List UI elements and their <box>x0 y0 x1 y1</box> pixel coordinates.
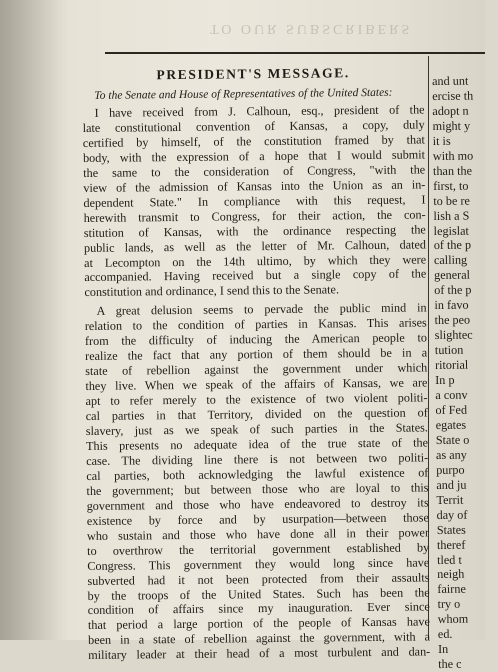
adjacent-column-line: ercise th <box>432 88 474 103</box>
adjacent-column-line: tution <box>434 342 464 358</box>
adjacent-column-line: the c <box>438 656 462 672</box>
adjacent-column-line: of the p <box>433 238 472 253</box>
adjacent-column-line: In p <box>435 372 455 388</box>
column-rule <box>105 52 485 54</box>
article-body <box>82 102 430 663</box>
adjacent-column-line: as any <box>435 447 467 462</box>
adjacent-column-line: of Fed <box>435 402 468 417</box>
article-line: relation to the condition of parties in Kansas. This arises <box>84 315 427 334</box>
article-line: condition of affairs since my inauguration. Ever since <box>87 599 430 618</box>
article-line: apt to refer merely to the existence of two violent politi- <box>85 390 428 409</box>
adjacent-column-line: fairne <box>437 582 466 597</box>
adjacent-column-line: to be re <box>433 193 470 208</box>
article-line: view of the admission of Kansas into the Union as an in- <box>83 177 426 195</box>
article-line: late constitutional convention of Kansas, a copy, duly <box>82 117 425 135</box>
adjacent-column-line: Territ <box>436 492 464 507</box>
adjacent-column-line: day of <box>436 507 468 522</box>
adjacent-column-line: calling <box>433 253 468 268</box>
adjacent-column-line: ritorial <box>434 357 469 373</box>
adjacent-column-line: than the <box>432 163 473 178</box>
bleed-through-text: TO OUR SUBSCRIBERS <box>210 21 413 36</box>
adjacent-column-line: it is <box>432 133 451 148</box>
article-line: subverted had it not been protected from their assaults <box>87 569 430 588</box>
article-line: by the troops of the United States. Such has been the <box>87 584 430 603</box>
adjacent-column-line: lish a S <box>433 208 470 223</box>
adjacent-column-line: try o <box>437 597 461 612</box>
article-line: This presents no adequate idea of the true state of the <box>85 435 429 453</box>
adjacent-column-line: the peo <box>434 312 471 328</box>
article-line: herewith transmit to Congress, for their action, the con- <box>83 207 426 225</box>
article-line: case. The dividing line there is not between two politi- <box>86 450 429 468</box>
adjacent-column-line: adopt n <box>432 103 469 118</box>
article-paragraph <box>82 102 426 300</box>
adjacent-column-line: neigh <box>437 567 465 582</box>
article-line: public lands, as well as the letter of Mr. Calhoun, dated <box>83 236 427 255</box>
adjacent-column-line: theref <box>436 537 466 552</box>
article-line: Congress. This government they would long since have <box>87 554 430 573</box>
adjacent-column-line: In <box>437 642 449 657</box>
adjacent-column-line: a conv <box>435 387 468 402</box>
adjacent-column-line: first, to <box>433 178 469 193</box>
masthead-strip <box>0 0 485 50</box>
article-line: stitution of Kansas, with the ordinance respecting the <box>83 222 426 240</box>
article-line: who sustain and those who have done all in their power <box>86 525 430 543</box>
article-line: state of rebellion against the government under which <box>85 360 428 379</box>
article-line: to overthrow the territorial government established by <box>87 540 430 558</box>
adjacent-column-line: ed. <box>437 627 453 642</box>
article-line: I have received from J. Calhoun, esq., president of the <box>94 102 425 120</box>
article-line: they live. When we speak of the affairs of Kansas, we are <box>85 375 428 394</box>
article-line: existence by force and by usurpation—between those <box>86 510 429 528</box>
article-line: military leader at their head of a most turbulent and dan- <box>88 644 431 663</box>
adjacent-column-line: and ju <box>436 477 467 492</box>
adjacent-column-line: whom <box>437 611 469 627</box>
article-line: dependent State." In compliance with this request, I <box>83 192 426 210</box>
adjacent-column-line: purpo <box>436 462 465 477</box>
adjacent-column-line: slightec <box>434 327 473 343</box>
article-line: cal parties, both acknowledging the lawful existence of <box>86 465 429 483</box>
adjacent-column-line: with mo <box>432 148 474 163</box>
article-line: been in a state of rebellion against the government, with a <box>88 629 431 648</box>
article-line: from the difficulty of inducing the American people to <box>84 330 428 349</box>
adjacent-column-line: legislat <box>433 223 469 238</box>
article-title: PRESIDENT'S MESSAGE. <box>156 65 350 83</box>
article-line: cal parties in that Territory, divided on the question of <box>85 405 428 424</box>
article-line: that period a large portion of the people of Kansas have <box>87 614 430 633</box>
article-line: at Lecompton on the 14th ultimo, by which they were <box>84 251 427 270</box>
adjacent-column-line: might y <box>432 118 471 133</box>
article-salutation: To the Senate and House of Representatives of the United States: <box>94 86 393 102</box>
adjacent-column-line: general <box>434 268 471 283</box>
adjacent-column-line: States <box>436 522 466 537</box>
article-line: accompanied. Having received but a single copy of the <box>84 266 427 285</box>
article-line: certified by himself, of the constitution framed by that <box>82 132 425 150</box>
article-line: slavery, just as we speak of such parties in the States. <box>85 420 428 438</box>
article-line: A great delusion seems to pervade the public mind in <box>96 300 427 319</box>
adjacent-column-line: in favo <box>434 297 469 313</box>
adjacent-column <box>432 73 498 672</box>
article-line: the same to the consideration of Congress, "with the <box>83 162 426 180</box>
adjacent-column-line: State o <box>435 432 470 447</box>
article-line: government and those who have endeavored to destroy its <box>86 495 429 513</box>
article-line: realize the fact that any portion of them should be in a <box>85 345 428 364</box>
adjacent-column-line: egates <box>435 417 467 432</box>
adjacent-column-line: tled t <box>437 552 462 567</box>
page-shadow <box>0 0 70 640</box>
article-line: body, with the expression of a hope that I would submit <box>82 147 426 165</box>
adjacent-column-line: of the p <box>434 282 472 298</box>
article-line: constitution and ordinance, I send this to the Senate. <box>84 282 340 300</box>
adjacent-column-line: and unt <box>432 73 469 88</box>
article-paragraph <box>85 301 431 663</box>
article-column <box>82 56 431 663</box>
article-line: the government; but between those who are loyal to this <box>86 480 429 498</box>
